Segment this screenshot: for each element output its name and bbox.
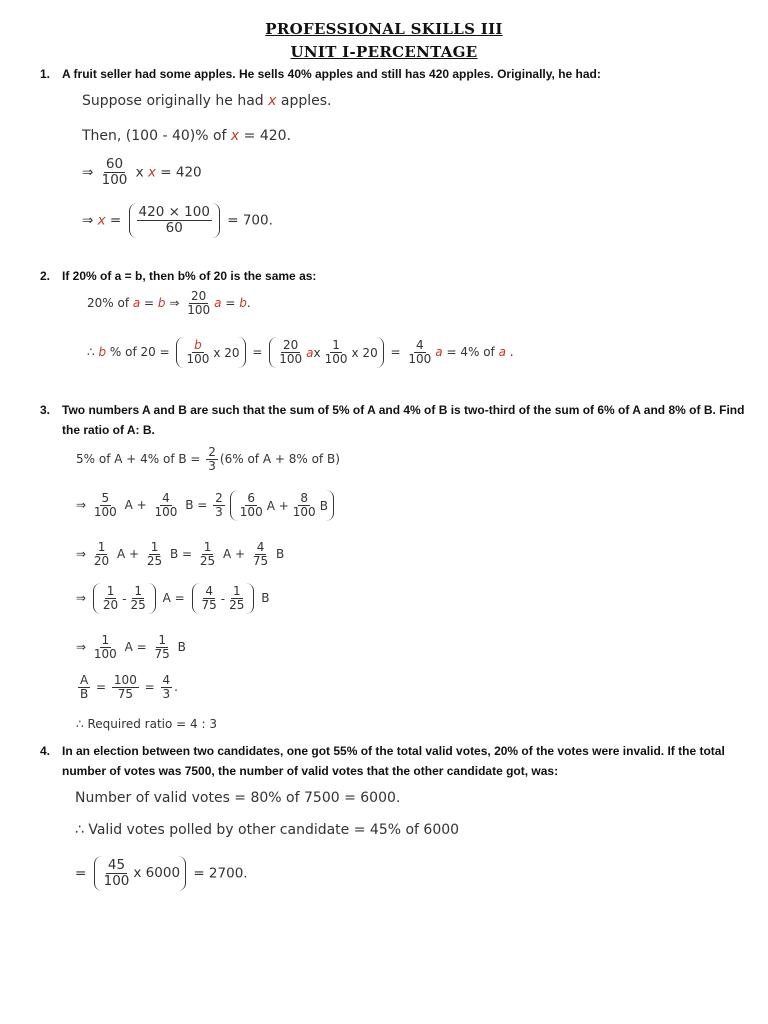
q2-solution-line-1: 20% of a = b ⇒ $\frac{20}{100}$ a = b.: [87, 289, 251, 318]
q1-solution-line-3: ⇒ $\frac{60}{100}$ x x = 420: [82, 156, 202, 188]
q3-solution-line-2: ⇒ $\frac{5}{100}$ A + $\frac{4}{100}$ B = $\frac{2}{3}$ $\frac{6}{100}$ A + $\frac{8}{100}$ B: [76, 490, 337, 521]
q3-solution-line-7: ∴ Required ratio = 4 : 3: [76, 717, 217, 731]
question-2-number: 2.: [40, 269, 51, 283]
question-2-text: If 20% of a = b, then b% of 20 is the same as:: [62, 269, 317, 283]
doc-title: PROFESSIONAL SKILLS III: [265, 20, 503, 38]
question-1-text: A fruit seller had some apples. He sells 40% apples and still has 420 apples. Originally, he had:: [62, 67, 601, 81]
question-3-number: 3.: [40, 403, 51, 417]
q4-solution-line-3: = $\frac{45}{100}$ x 6000 = 2700.: [75, 857, 248, 889]
q1-solution-line-4: ⇒ x = $\frac{420 \times 100}{60}$ = 700.: [82, 204, 273, 236]
question-1-number: 1.: [40, 67, 51, 81]
question-4-text: In an election between two candidates, one got 55% of the total valid votes, 20% of the votes were invalid. If the total number of votes was 7500, the number of valid votes that the other candidate got, was:: [62, 744, 725, 778]
q1-solution-line-2: Then, (100 - 40)% of x = 420.: [82, 128, 292, 144]
q3-solution-line-5: ⇒ $\frac{1}{100}$ A = $\frac{1}{75}$ B: [76, 633, 186, 662]
q3-solution-line-4: ⇒ $\frac{1}{20}$ - $\frac{1}{25}$ A = $\frac{4}{75}$ - $\frac{1}{25}$ B: [76, 583, 269, 614]
q1-solution-line-1: Suppose originally he had x apples.: [82, 93, 332, 109]
q4-solution-line-1: Number of valid votes = 80% of 7500 = 6000.: [75, 790, 401, 806]
question-4-number: 4.: [40, 744, 51, 758]
q4-solution-line-2: ∴ Valid votes polled by other candidate = 45% of 6000: [75, 822, 460, 838]
q2-solution-line-2: ∴ b % of 20 = $\frac{b}{100}$ x 20 = $\frac{20}{100}$ a x $\frac{1}{100}$ x 20 = $\frac{4}{100}$ a = 4% of a .: [87, 337, 514, 368]
q3-solution-line-1: 5% of A + 4% of B = $\frac{2}{3}$ (6% of A + 8% of B): [76, 445, 340, 474]
doc-subtitle: UNIT I-PERCENTAGE: [290, 43, 478, 61]
q3-solution-line-6: $\frac{A}{B}$ = $\frac{100}{75}$ = $\frac{4}{3}$ .: [80, 673, 178, 702]
q3-solution-line-3: ⇒ $\frac{1}{20}$ A + $\frac{1}{25}$ B = $\frac{1}{25}$ A + $\frac{4}{75}$ B: [76, 540, 285, 569]
question-3-text: Two numbers A and B are such that the sum of 5% of A and 4% of B is two-third of the sum of 6% of A and 8% of B. Find the ratio of A: B.: [62, 403, 745, 437]
